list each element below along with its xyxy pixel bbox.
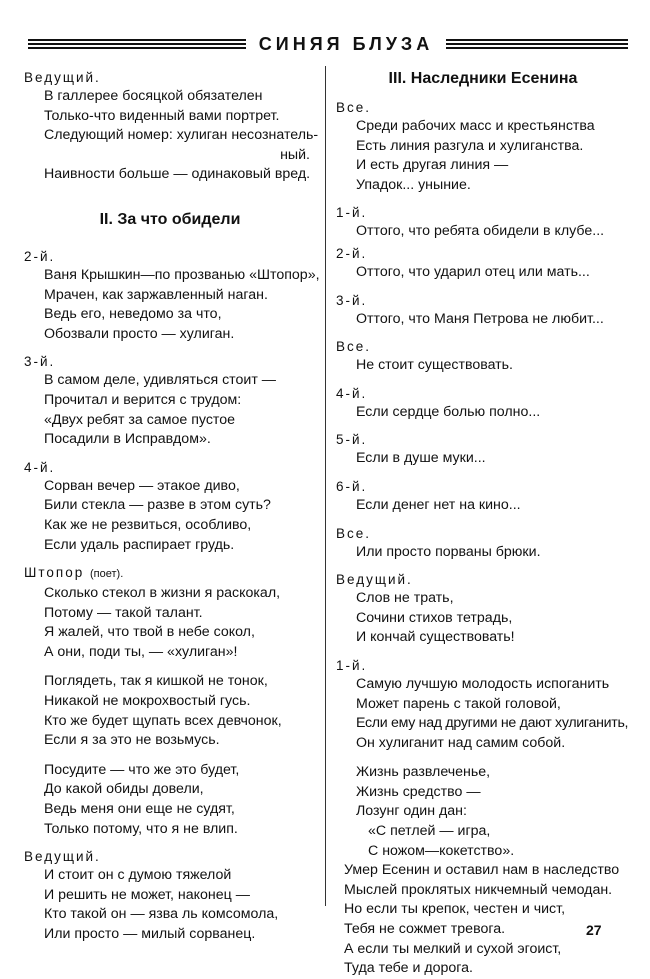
right-column bbox=[336, 68, 630, 979]
verse-line: Ведь его, неведомо за что, bbox=[44, 306, 222, 323]
verse-line: В самом деле, удивляться стоит — bbox=[44, 372, 276, 389]
verse-line: Ведь меня они еще не судят, bbox=[44, 801, 235, 818]
speaker-label: 5-й. bbox=[336, 432, 368, 448]
verse-line: Посадили в Исправдом». bbox=[44, 431, 211, 448]
verse-line: А они, поди ты, — «хулиган»! bbox=[44, 643, 238, 660]
speaker-label: 3-й. bbox=[336, 292, 368, 308]
verse-line: Может парень с такой головой, bbox=[356, 695, 561, 712]
verse-line: Среди рабочих масс и крестьянства bbox=[356, 118, 595, 134]
verse-line: Только-что виденный вами портрет. bbox=[44, 107, 280, 124]
verse-line: Никакой не мокрохвостый гусь. bbox=[44, 693, 251, 710]
verse-line: До какой обиды довели, bbox=[44, 781, 204, 798]
verse-line: В галлерее босяцкой обязателен bbox=[44, 88, 263, 104]
page-number: 27 bbox=[586, 922, 602, 938]
speaker-label: 6-й. bbox=[336, 478, 368, 494]
verse-line: ный. bbox=[280, 146, 310, 163]
verse-line: Или просто порваны брюки. bbox=[356, 543, 541, 560]
verse-line: Прочитал и верится с трудом: bbox=[44, 391, 242, 408]
speaker-label: 1-й. bbox=[336, 657, 368, 673]
speaker-label: 4-й. bbox=[336, 385, 368, 401]
verse-line: Ваня Крышкин—по прозванью «Штопор», bbox=[44, 266, 320, 283]
verse-line: Самую лучшую молодость испоганить bbox=[356, 675, 610, 692]
column-divider bbox=[325, 66, 326, 906]
verse-line: «Двух ребят за самое пустое bbox=[44, 411, 236, 428]
verse-line: И решить не может, наконец — bbox=[44, 886, 250, 903]
verse-line: И стоит он с думою тяжелой bbox=[44, 867, 232, 884]
verse-line: Кто же будет щупать всех девчонок, bbox=[44, 712, 282, 729]
verse-line: Если в душе муки... bbox=[356, 450, 486, 467]
speaker-label: Ведущий. bbox=[24, 849, 101, 865]
verse-line: Но если ты крепок, честен и чист, bbox=[344, 901, 566, 918]
left-column bbox=[24, 68, 320, 945]
verse-line: Потому — такой талант. bbox=[44, 604, 203, 621]
verse-line: Жизнь развлеченье, bbox=[356, 764, 491, 781]
verse-line: Если я за это не возьмусь. bbox=[44, 732, 220, 749]
verse-line: Били стекла — разве в этом суть? bbox=[44, 497, 271, 514]
section-title: III. Наследники Есенина bbox=[388, 70, 578, 87]
verse-line: Он хулиганит над самим собой. bbox=[356, 734, 566, 751]
speaker-label bbox=[24, 563, 316, 584]
verse-line: Посудите — что же это будет, bbox=[44, 761, 240, 778]
speaker-label: Ведущий. bbox=[336, 572, 413, 588]
verse-line: Жизнь средство — bbox=[356, 783, 481, 800]
verse-line: Сочини стихов тетрадь, bbox=[356, 609, 513, 626]
speaker-label: Все. bbox=[336, 100, 372, 115]
running-head: СИНЯЯ БЛУЗА bbox=[258, 34, 434, 54]
section-title: II. За что обидели bbox=[99, 210, 241, 228]
verse-line: Оттого, что Маня Петрова не любит... bbox=[356, 310, 604, 327]
verse-line: Сколько стекол в жизни я раскокал, bbox=[44, 585, 281, 602]
speaker-label: Все. bbox=[336, 339, 372, 355]
verse-line: Я жалей, что твой в небе сокол, bbox=[44, 624, 255, 641]
verse-line: Если денег нет на кино... bbox=[356, 496, 521, 513]
verse-line: Кто такой он — язва ль комсомола, bbox=[44, 906, 279, 923]
stage-direction: (поет). bbox=[90, 568, 124, 581]
page-header bbox=[28, 36, 628, 54]
verse-line: Есть линия разгула и хулиганства. bbox=[356, 137, 584, 154]
speaker-label: Ведущий. bbox=[24, 70, 101, 85]
speaker-name: Штопор bbox=[24, 565, 85, 581]
verse-line: Если ему над другими не дают хулиганить, bbox=[356, 715, 629, 732]
verse-line: Наивности больше — одинаковый вред. bbox=[44, 166, 311, 183]
verse-line: Умер Есенин и оставил нам в наследство bbox=[344, 862, 620, 879]
verse-line: Если удаль распирает грудь. bbox=[44, 536, 235, 553]
verse-line: Обозвали просто — хулиган. bbox=[44, 325, 235, 342]
header-rule-left bbox=[28, 39, 246, 51]
verse-line: Или просто — милый сорванец. bbox=[44, 926, 256, 942]
speaker-label: 4-й. bbox=[24, 459, 56, 475]
verse-line: И есть другая линия — bbox=[356, 157, 509, 174]
verse-line: Слов не трать, bbox=[356, 590, 454, 607]
verse-line: Туда тебе и дорога. bbox=[344, 960, 473, 977]
verse-line: «С петлей — игра, bbox=[368, 823, 491, 840]
verse-line: Мрачен, как заржавленный наган. bbox=[44, 286, 268, 303]
verse-line: И кончай существовать! bbox=[356, 629, 515, 646]
header-rule-right bbox=[446, 39, 628, 51]
verse-line: Поглядеть, так я кишкой не тонок, bbox=[44, 673, 268, 690]
speaker-label: 1-й. bbox=[336, 205, 368, 221]
speaker-label: 3-й. bbox=[24, 354, 56, 370]
verse-line: Мыслей проклятых никчемный чемодан. bbox=[344, 881, 613, 898]
verse-line: Следующий номер: хулиган несознатель- bbox=[44, 127, 319, 144]
speaker-label: Все. bbox=[336, 525, 372, 541]
verse-line: А если ты мелкий и сухой эгоист, bbox=[344, 940, 562, 957]
verse-line: Лозунг один дан: bbox=[356, 803, 467, 820]
verse-line: Оттого, что ударил отец или мать... bbox=[356, 263, 590, 280]
verse-line: Сорван вечер — этакое диво, bbox=[44, 477, 240, 494]
verse-line: Оттого, что ребята обидели в клубе... bbox=[356, 223, 605, 240]
verse-line: Тебя не сожмет тревога. bbox=[344, 921, 506, 938]
verse-line: Только потому, что я не влип. bbox=[44, 820, 238, 837]
verse-line: Если сердце болью полно... bbox=[356, 403, 541, 420]
verse-line: Как же не резвиться, особливо, bbox=[44, 516, 252, 533]
verse-line: С ножом—кокетство». bbox=[368, 842, 515, 859]
speaker-label: 2-й. bbox=[336, 245, 368, 261]
speaker-label: 2-й. bbox=[24, 248, 56, 264]
verse-line: Не стоит существовать. bbox=[356, 357, 514, 374]
verse-line: Упадок... уныние. bbox=[356, 176, 471, 193]
